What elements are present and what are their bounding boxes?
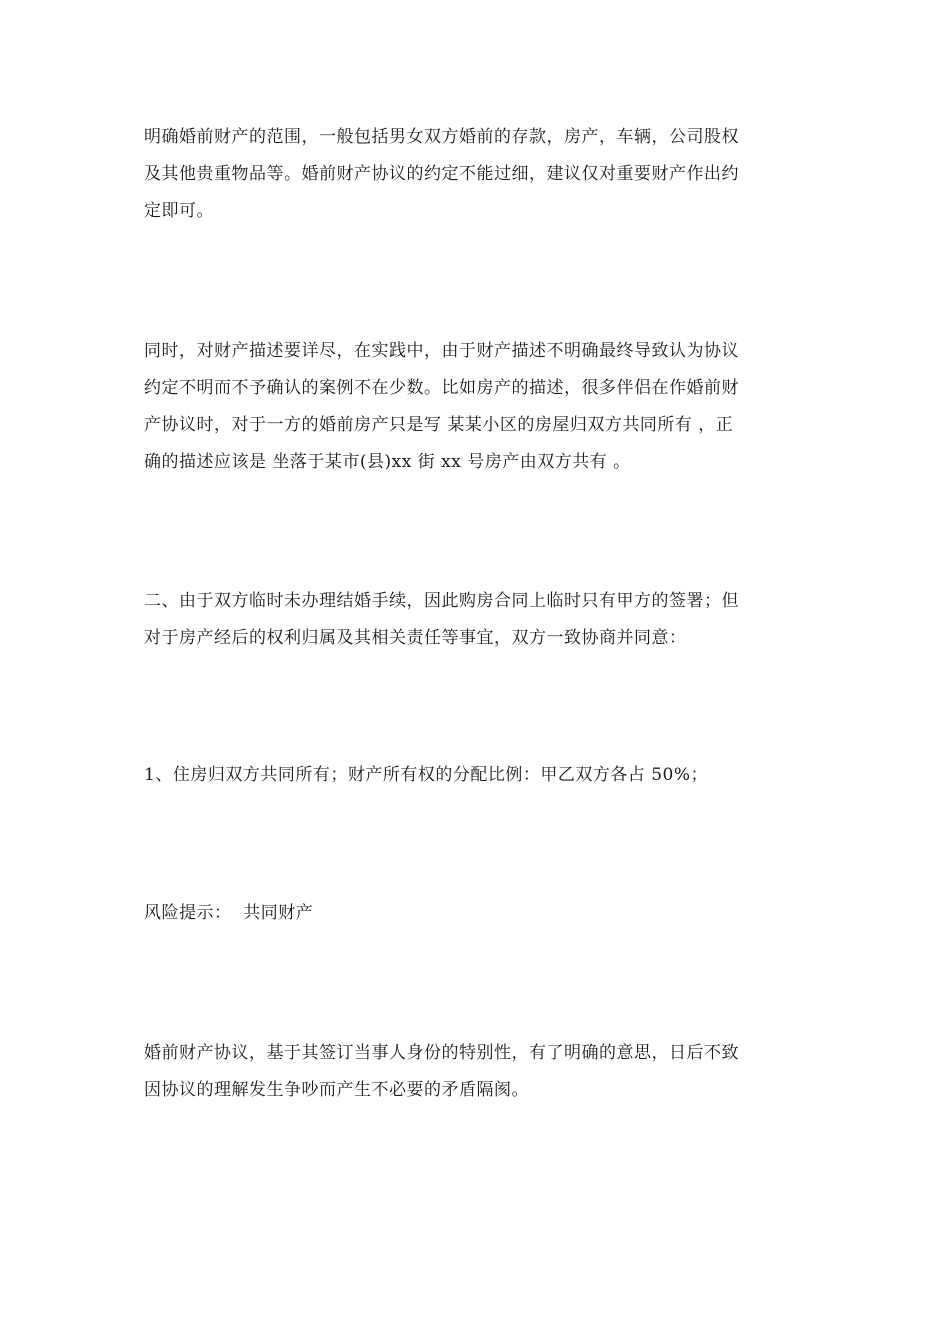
paragraph-risk-notice — [144, 895, 806, 932]
text-line: 确的描述应该是 坐落于某市(县)xx 街 xx 号房产由双方共有 。 — [144, 452, 631, 472]
paragraph-agreement-purpose — [144, 1035, 806, 1109]
text-line: 1、住房归双方共同所有；财产所有权的分配比例：甲乙双方各占 50%； — [144, 765, 709, 785]
text-line: 定即可。 — [144, 201, 214, 221]
paragraph-ownership-ratio — [144, 757, 806, 794]
paragraph-property-description — [144, 333, 806, 481]
text-line: 风险提示： 共同财产 — [144, 903, 314, 923]
text-line: 及其他贵重物品等。婚前财产协议的约定不能过细，建议仅对重要财产作出约 — [144, 164, 739, 184]
text-line: 因协议的理解发生争吵而产生不必要的矛盾隔阂。 — [144, 1080, 529, 1100]
paragraph-premarital-property-scope — [144, 119, 806, 230]
text-line: 产协议时，对于一方的婚前房产只是写 某某小区的房屋归双方共同所有 ，正 — [144, 415, 734, 435]
paragraph-clause-two — [144, 583, 806, 657]
text-line: 约定不明而不予确认的案例不在少数。比如房产的描述，很多伴侣在作婚前财 — [144, 378, 739, 398]
text-line: 明确婚前财产的范围，一般包括男女双方婚前的存款，房产，车辆，公司股权 — [144, 127, 739, 147]
text-line: 同时，对财产描述要详尽，在实践中，由于财产描述不明确最终导致认为协议 — [144, 341, 739, 361]
text-line: 婚前财产协议，基于其签订当事人身份的特别性，有了明确的意思，日后不致 — [144, 1043, 739, 1063]
text-line: 二、由于双方临时未办理结婚手续，因此购房合同上临时只有甲方的签署；但 — [144, 591, 739, 611]
text-line: 对于房产经后的权利归属及其相关责任等事宜，双方一致协商并同意： — [144, 628, 687, 648]
